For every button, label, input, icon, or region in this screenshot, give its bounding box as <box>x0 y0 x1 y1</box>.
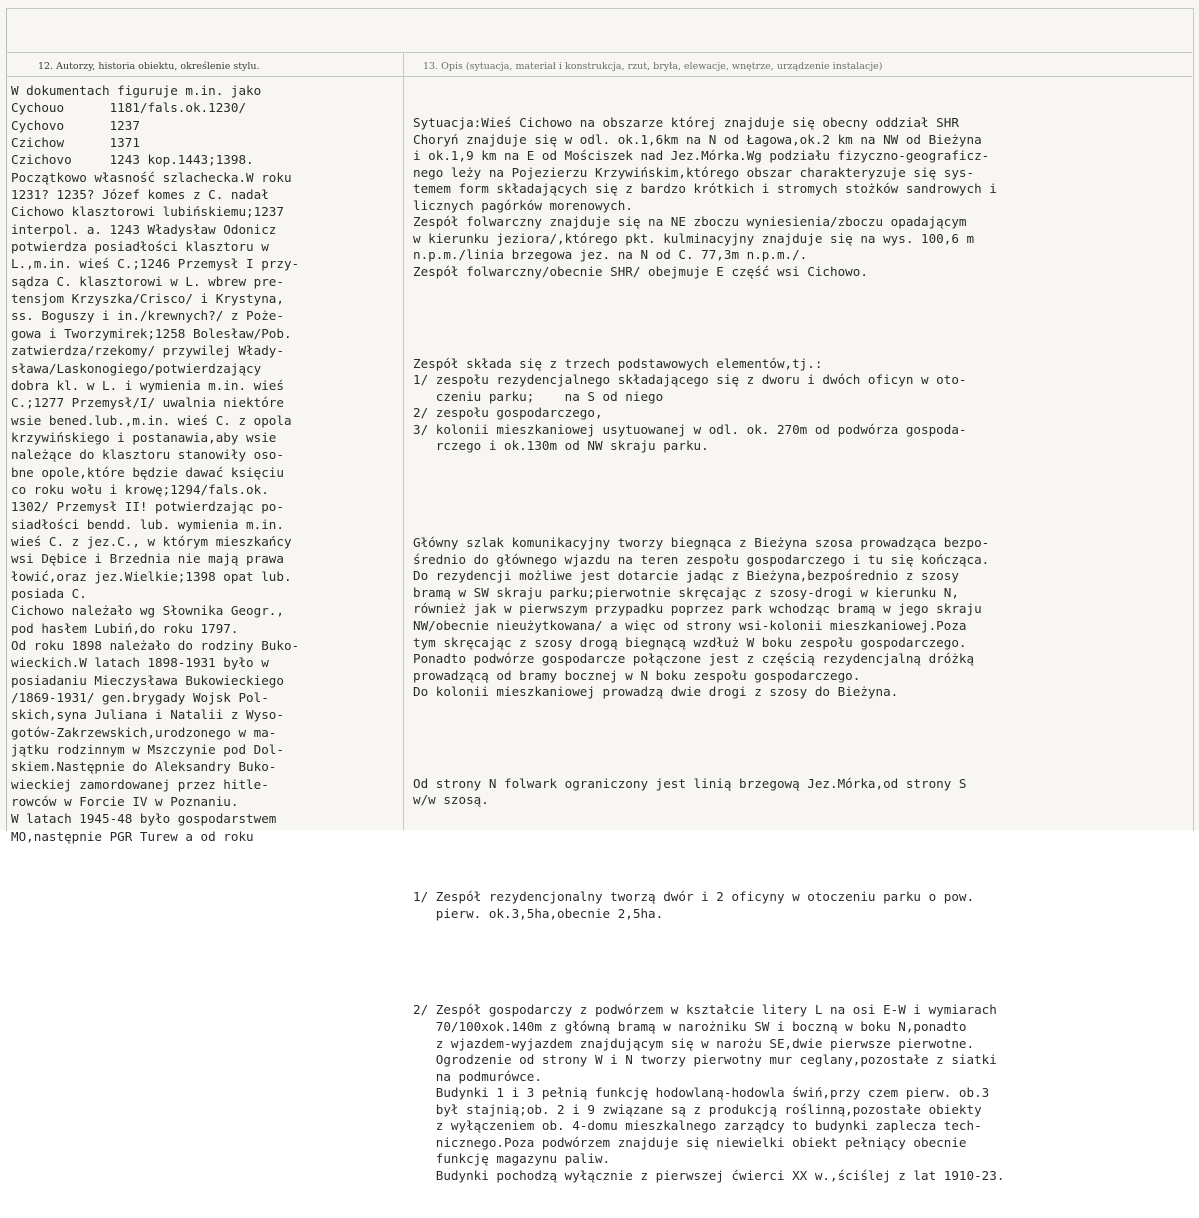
text-line: nicznego.Poza podwórzem znajduje się niewielki obiekt pełniący obecnie <box>413 1134 967 1150</box>
text-line: L.,m.in. wieś C.;1246 Przemysł I przy- <box>11 256 300 272</box>
text-line: Cichowo należało wg Słownika Geogr., <box>11 603 284 619</box>
text-line: /1869-1931/ gen.brygady Wojsk Pol- <box>11 690 269 706</box>
text-line: Cychovo 1237 <box>11 117 140 133</box>
text-line: potwierdza posiadłości klasztoru w <box>11 239 269 255</box>
left-column-header: 12. Autorzy, historia obiektu, określenie stylu. <box>38 61 260 72</box>
text-line: z wjazdem-wyjazdem znajdującym się w narożu SE,dwie pierwsze pierwotne. <box>413 1035 975 1051</box>
text-line: również jak w pierwszym przypadku poprzez park wchodząc bramą w jego skraju <box>413 601 982 617</box>
text-line: 1/ Zespół rezydencjonalny tworzą dwór i 2 oficyny w otoczeniu parku o pow. <box>413 889 975 905</box>
text-line: był stajnią;ob. 2 i 9 związane są z produkcją roślinną,pozostałe obiekty <box>413 1101 982 1117</box>
history-column <box>11 82 299 845</box>
text-line: pierw. ok.3,5ha,obecnie 2,5ha. <box>413 905 664 921</box>
text-line: pod hasłem Lubiń,do roku 1797. <box>11 620 239 636</box>
text-line: średnio do głównego wjazdu na teren zespołu gospodarczego i tu się kończąca. <box>413 551 990 567</box>
text-line: C.;1277 Przemysł/I/ uwalnia niektóre <box>11 395 284 411</box>
text-line: bramą w SW skraju parku;pierwotnie skręcając z szosy-drogi w kierunku N, <box>413 584 959 600</box>
text-line: temem form składających się z bardzo krótkich i stromych stożków sandrowych i <box>413 181 997 197</box>
text-line: wieckich.W latach 1898-1931 było w <box>11 655 269 671</box>
text-line: funkcję magazynu paliw. <box>413 1151 611 1167</box>
paragraph-farm <box>413 1002 1004 1184</box>
text-line: dobra kl. w L. i wymienia m.in. wieś <box>11 377 284 393</box>
text-line: interpol. a. 1243 Władysław Odonicz <box>11 221 277 237</box>
text-line: 1302/ Przemysł II! potwierdzając po- <box>11 499 284 515</box>
text-line: skich,syna Juliana i Natalii z Wyso- <box>11 707 284 723</box>
text-line: Od roku 1898 należało do rodziny Buko- <box>11 638 300 653</box>
text-line: w/w szosą. <box>413 792 489 808</box>
text-line: gowa i Tworzymirek;1258 Bolesław/Pob. <box>11 325 292 341</box>
text-line: i ok.1,9 km na E od Mościszek nad Jez.Mórka.Wg podziału fizyczno-geograficz- <box>413 148 990 164</box>
text-line: wsi Dębice i Brzednia nie mają prawa <box>11 551 284 567</box>
text-line: czeniu parku; na S od niego <box>413 388 664 404</box>
text-line: posiada C. <box>11 585 87 601</box>
text-line: zatwierdza/rzekomy/ przywilej Włady- <box>11 343 284 359</box>
text-line: 3/ kolonii mieszkaniowej usytuowanej w odl. ok. 270m od podwórza gospoda- <box>413 421 967 437</box>
text-line: w kierunku jeziora/,którego pkt. kulminacyjny znajduje się na wys. 100,6 m <box>413 230 975 246</box>
column-divider <box>403 52 404 830</box>
text-line: z wyłączeniem ob. 4-domu mieszkalnego zarządcy to budynki zaplecza tech- <box>413 1118 982 1134</box>
text-line: Czichow 1371 <box>11 135 140 151</box>
text-line: bne opole,które będzie dawać księciu <box>11 464 284 480</box>
text-line: Zespół folwarczny znajduje się na NE zboczu wyniesienia/zboczu opadającym <box>413 214 967 230</box>
text-line: Budynki 1 i 3 pełnią funkcję hodowlaną-hodowla świń,przy czem pierw. ob.3 <box>413 1085 990 1101</box>
text-line: Cychouo 1181/fals.ok.1230/ <box>11 100 247 116</box>
text-line: sądza C. klasztorowi w L. wbrew pre- <box>11 273 284 289</box>
text-line: skiem.Następnie do Aleksandry Buko- <box>11 759 277 775</box>
text-line: Ponadto podwórze gospodarcze połączone jest z częścią rezydencjalną dróżką <box>413 651 975 667</box>
text-line: co roku wołu i krowę;1294/fals.ok. <box>11 481 269 497</box>
paragraph-communication <box>413 535 1004 700</box>
text-line: W latach 1945-48 było gospodarstwem <box>11 811 277 827</box>
text-line: nego leży na Pojezierzu Krzywińskim,którego obszar charakteryzuje się sys- <box>413 164 975 180</box>
text-line: NW/obecnie nieużytkowana/ a więc od strony wsi-kolonii mieszkaniowej.Poza <box>413 617 967 633</box>
paragraph-situation <box>413 115 1004 280</box>
text-line: jątku rodzinnym w Mszczynie pod Dol- <box>11 742 284 758</box>
text-line: łowić,oraz jez.Wielkie;1398 opat lub. <box>11 568 292 584</box>
text-line: Cichowo klasztorowi lubińskiemu;1237 <box>11 204 284 220</box>
paragraph-residential <box>413 889 1004 922</box>
description-column <box>413 82 1004 1218</box>
text-line: na podmurówce. <box>413 1068 542 1084</box>
text-line: tensjom Krzyszka/Crisco/ i Krystyna, <box>11 291 284 307</box>
text-line: tym skręcając z szosy drogą biegnącą wzdłuż W boku zespołu gospodarczego. <box>413 634 967 650</box>
header-rule-bottom <box>6 76 1192 77</box>
text-line: Choryń znajduje się w odl. ok.1,6km na N od Łagowa,ok.2 km na NW od Bieżyna <box>413 131 982 147</box>
paragraph-elements <box>413 356 1004 455</box>
right-column-header: 13. Opis (sytuacja, materiał i konstrukcja, rzut, bryła, elewacje, wnętrze, urządzenie instalacje) <box>423 61 883 72</box>
text-line: krzywińskiego i postanawia,aby wsie <box>11 429 277 445</box>
text-line: Główny szlak komunikacyjny tworzy biegnąca z Bieżyna szosa prowadząca bezpo- <box>413 535 990 551</box>
text-line: W dokumentach figuruje m.in. jako <box>11 83 262 98</box>
text-line: 1/ zespołu rezydencjalnego składającego się z dworu i dwóch oficyn w oto- <box>413 372 967 388</box>
header-rule <box>6 52 1192 53</box>
text-line: MO,następnie PGR Turew a od roku <box>11 828 254 844</box>
text-line: prowadzącą od bramy bocznej w N boku zespołu gospodarczego. <box>413 667 861 683</box>
text-line: Czichovo 1243 kop.1443;1398. <box>11 152 254 168</box>
text-line: Początkowo własność szlachecka.W roku <box>11 169 292 185</box>
text-line: sława/Laskonogiego/potwierdzający <box>11 360 262 376</box>
text-line: ss. Boguszy i in./krewnych?/ z Poże- <box>11 308 284 324</box>
text-line: rowców w Forcie IV w Poznaniu. <box>11 794 239 810</box>
paragraph-boundaries <box>413 776 1004 809</box>
text-line: Od strony N folwark ograniczony jest linią brzegową Jez.Mórka,od strony S <box>413 775 967 791</box>
text-line: Do rezydencji możliwe jest dotarcie jadąc z Bieżyna,bezpośrednio z szosy <box>413 568 959 584</box>
text-line: Budynki pochodzą wyłącznie z pierwszej ćwierci XX w.,ściślej z lat 1910-23. <box>413 1167 1005 1183</box>
text-line: 2/ Zespół gospodarczy z podwórzem w kształcie litery L na osi E-W i wymiarach <box>413 1002 997 1018</box>
text-line: n.p.m./linia brzegowa jez. na N od C. 77,3m n.p.m./. <box>413 247 808 263</box>
text-line: Zespół folwarczny/obecnie SHR/ obejmuje E część wsi Cichowo. <box>413 264 868 280</box>
text-line: 70/100xok.140m z główną bramą w narożniku SW i boczną w boku N,ponadto <box>413 1018 967 1034</box>
text-line: licznych pagórków morenowych. <box>413 197 633 213</box>
text-line: wsie bened.lub.,m.in. wieś C. z opola <box>11 412 292 428</box>
text-line: Sytuacja:Wieś Cichowo na obszarze której znajduje się obecny oddział SHR <box>413 115 959 131</box>
text-line: wieckiej zamordowanej przez hitle- <box>11 776 269 792</box>
text-line: Do kolonii mieszkaniowej prowadzą dwie drogi z szosy do Bieżyna. <box>413 684 899 700</box>
text-line: gotów-Zakrzewskich,urodzonego w ma- <box>11 724 277 740</box>
text-line: 1231? 1235? Józef komes z C. nadał <box>11 187 269 203</box>
text-line: 2/ zespołu gospodarczego, <box>413 405 603 421</box>
text-line: Zespół składa się z trzech podstawowych elementów,tj.: <box>413 355 823 371</box>
text-line: rczego i ok.130m od NW skraju parku. <box>413 438 709 454</box>
text-line: posiadaniu Mieczysława Bukowieckiego <box>11 672 284 688</box>
text-line: siadłości bendd. lub. wymienia m.in. <box>11 516 284 532</box>
text-line: wieś C. z jez.C., w którym mieszkańcy <box>11 533 292 549</box>
text-line: należące do klasztoru stanowiły oso- <box>11 447 284 463</box>
text-line: Ogrodzenie od strony W i N tworzy pierwotny mur ceglany,pozostałe z siatki <box>413 1052 997 1068</box>
